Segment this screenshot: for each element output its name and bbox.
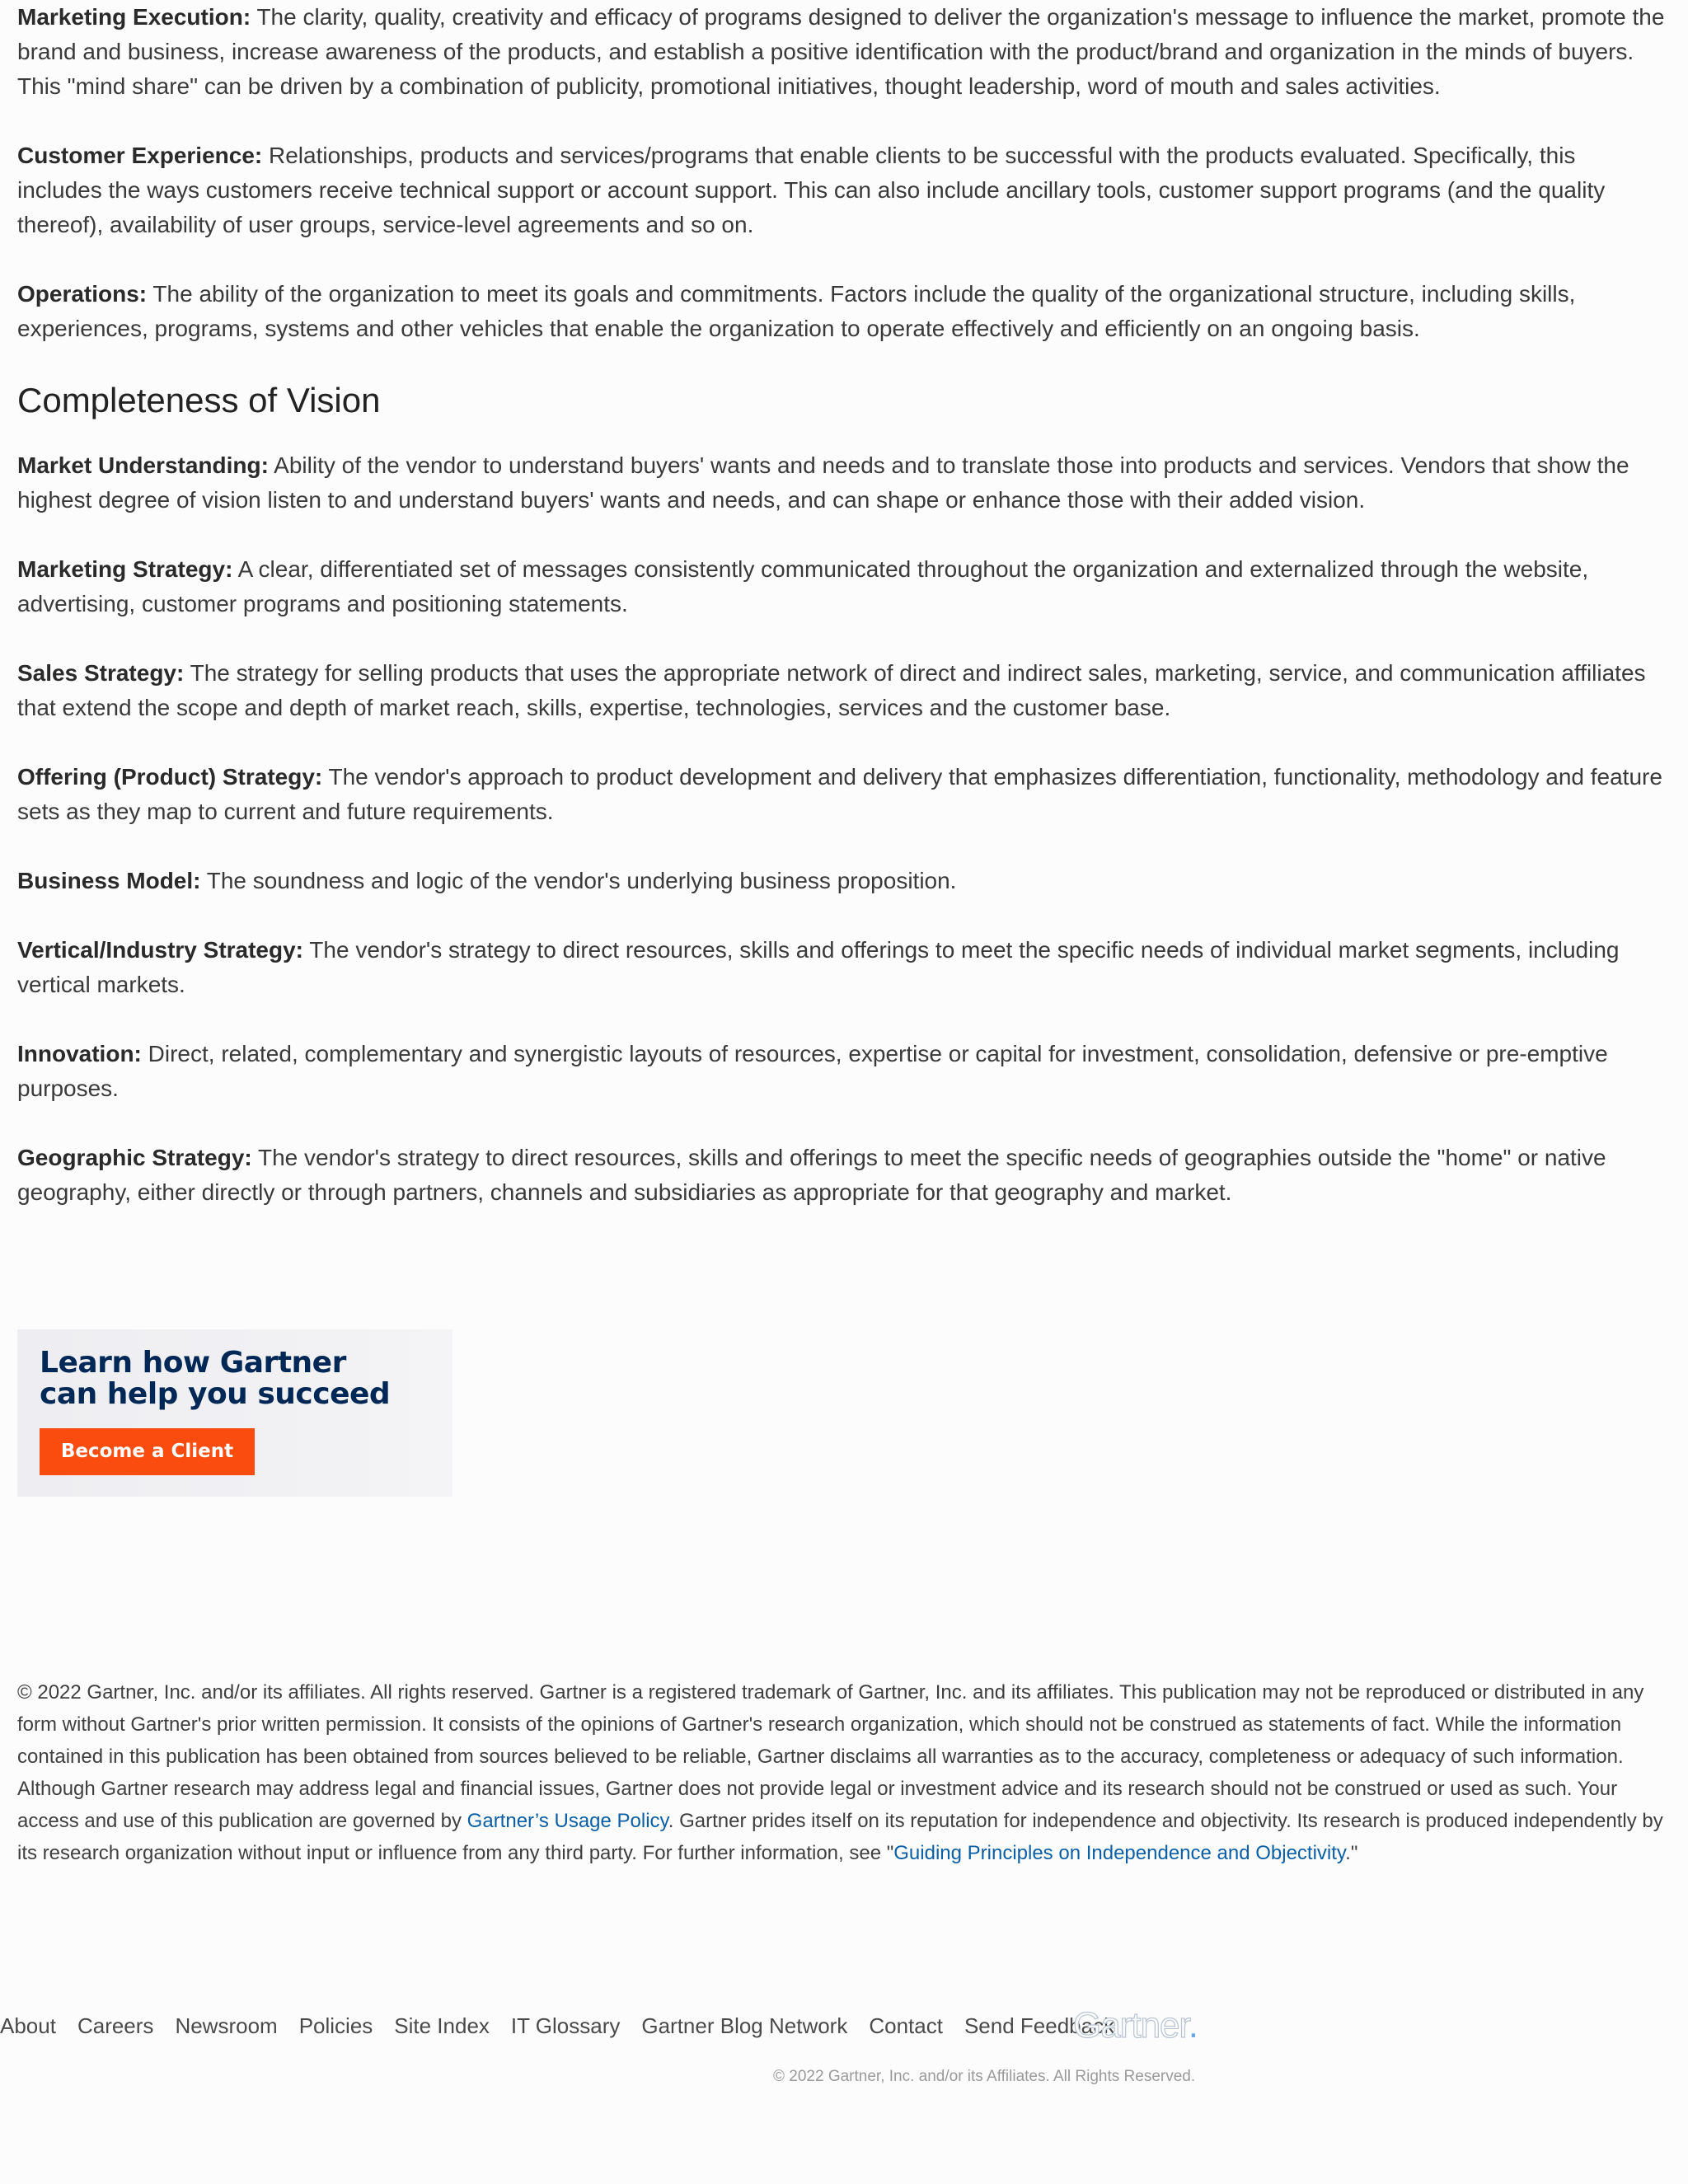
criterion-term: Operations: [17, 281, 148, 307]
criterion-marketing-strategy [17, 552, 1666, 621]
criterion-description: A clear, differentiated set of messages consistently communicated throughout the organization and externalized through the website, advertising, customer programs and positioning statements. [17, 556, 1589, 616]
footer-link-careers[interactable]: Careers [77, 2013, 154, 2038]
criterion-description: Ability of the vendor to understand buyers' wants and needs and to translate those into products and services. Vendors that show the highest degree of vision listen to and understand buyers' wants and needs, and can shape or enhance those with their added vision. [17, 452, 1629, 513]
criterion-term: Geographic Strategy: [17, 1145, 252, 1170]
footer-nav [0, 2009, 1114, 2042]
criterion-description: Direct, related, complementary and synergistic layouts of resources, expertise or capital for investment, consolidation, defensive or pre-emptive purposes. [17, 1041, 1608, 1101]
criterion-customer-experience [17, 138, 1666, 242]
footer-link-send-feedback[interactable]: Send Feedback [964, 2013, 1115, 2038]
criterion-description: The clarity, quality, creativity and efficacy of programs designed to deliver the organization's message to influence the market, promote the brand and business, increase awareness of the products, and establish a positive identification with the product/brand and organization in the minds of buyers. This "mind share" can be driven by a combination of publicity, promotional initiatives, thought leadership, word of mouth and sales activities. [17, 4, 1665, 99]
criterion-term: Business Model: [17, 868, 201, 893]
article-content [17, 0, 1666, 1210]
criterion-marketing-execution [17, 0, 1666, 104]
usage-policy-link[interactable]: Gartner’s Usage Policy [467, 1810, 668, 1832]
section-heading: Completeness of Vision [17, 381, 381, 419]
notice-text: ." [1345, 1842, 1358, 1864]
footer-link-blog-network[interactable]: Gartner Blog Network [641, 2013, 848, 2038]
footer-copyright: © 2022 Gartner, Inc. and/or its Affiliates. All Rights Reserved. [773, 2068, 1196, 2085]
criterion-vertical-industry-strategy [17, 933, 1666, 1002]
guiding-principles-link[interactable]: Guiding Principles on Independence and Objectivity [893, 1842, 1346, 1864]
footer-link-contact[interactable]: Contact [869, 2013, 943, 2038]
gartner-logo[interactable] [1073, 2006, 1198, 2046]
notice-text: . Gartner prides itself on its reputation for independence and objectivity. Its research is produced independently by its research organization without input or influence from any third party. For further information, see " [17, 1810, 1663, 1864]
criterion-geographic-strategy [17, 1141, 1666, 1210]
criterion-description: Relationships, products and services/programs that enable clients to be successful with the products evaluated. Specifically, this includes the ways customers receive technical support or account support. This can also include ancillary tools, customer support programs (and the quality thereof), availability of user groups, service-level agreements and so on. [17, 143, 1606, 237]
criterion-term: Marketing Execution: [17, 4, 251, 30]
criterion-business-model [17, 864, 1666, 898]
criterion-sales-strategy [17, 656, 1666, 725]
promo-banner [17, 1329, 452, 1497]
criterion-term: Vertical/Industry Strategy: [17, 937, 304, 963]
criterion-innovation [17, 1037, 1666, 1106]
criterion-description: The strategy for selling products that uses the appropriate network of direct and indirect sales, marketing, service, and communication affiliates that extend the scope and depth of market reach, skills, expertise, technologies, services and the customer base. [17, 660, 1646, 720]
criterion-term: Marketing Strategy: [17, 556, 233, 582]
criterion-description: The vendor's strategy to direct resources, skills and offerings to meet the specific needs of individual market segments, including vertical markets. [17, 937, 1620, 997]
footer-link-policies[interactable]: Policies [298, 2013, 373, 2038]
criterion-description: The vendor's strategy to direct resources, skills and offerings to meet the specific needs of geographies outside the "home" or native geography, either directly or through partners, channels and subsidiaries as appropriate for that geography and market. [17, 1145, 1606, 1205]
copyright-notice [17, 1676, 1666, 1869]
criterion-term: Offering (Product) Strategy: [17, 764, 323, 790]
criterion-description: The soundness and logic of the vendor's underlying business proposition. [200, 868, 957, 893]
criterion-term: Customer Experience: [17, 143, 263, 168]
logo-dot: . [1188, 2005, 1198, 2046]
criterion-term: Sales Strategy: [17, 660, 185, 686]
criterion-operations [17, 277, 1666, 346]
logo-wordmark: Gartner [1073, 2005, 1189, 2046]
footer-link-it-glossary[interactable]: IT Glossary [510, 2013, 621, 2038]
criterion-term: Innovation: [17, 1041, 142, 1066]
become-client-button[interactable]: Become a Client [40, 1428, 255, 1475]
footer-link-about[interactable]: About [0, 2013, 56, 2038]
criterion-term: Market Understanding: [17, 452, 269, 478]
footer-link-site-index[interactable]: Site Index [394, 2013, 490, 2038]
notice-text: © 2022 Gartner, Inc. and/or its affiliates. All rights reserved. Gartner is a registered trademark of Gartner, Inc. and its affiliates. This publication may not be reproduced or distributed in any form without Gartner's prior written permission. It consists of the opinions of Gartner's research organization, which should not be construed as statements of fact. While the information contained in this publication has been obtained from sources believed to be reliable, Gartner disclaims all warranties as to the accuracy, completeness or adequacy of such information. Although Gartner research may address legal and financial issues, Gartner does not provide legal or investment advice and its research should not be construed or used as such. Your access and use of this publication are governed by [17, 1681, 1644, 1832]
criterion-offering-strategy [17, 760, 1666, 829]
footer-link-newsroom[interactable]: Newsroom [175, 2013, 278, 2038]
criterion-description: The vendor's approach to product development and delivery that emphasizes differentiation, functionality, methodology and feature sets as they map to current and future requirements. [17, 764, 1662, 824]
promo-headline [40, 1347, 390, 1410]
criterion-description: The ability of the organization to meet its goals and commitments. Factors include the quality of the organizational structure, including skills, experiences, programs, systems and other vehicles that enable the organization to operate effectively and efficiently on an ongoing basis. [17, 281, 1576, 341]
promo-headline-line: Learn how Gartner [40, 1346, 346, 1380]
criterion-market-understanding [17, 448, 1666, 518]
promo-headline-line: can help you succeed [40, 1377, 391, 1411]
